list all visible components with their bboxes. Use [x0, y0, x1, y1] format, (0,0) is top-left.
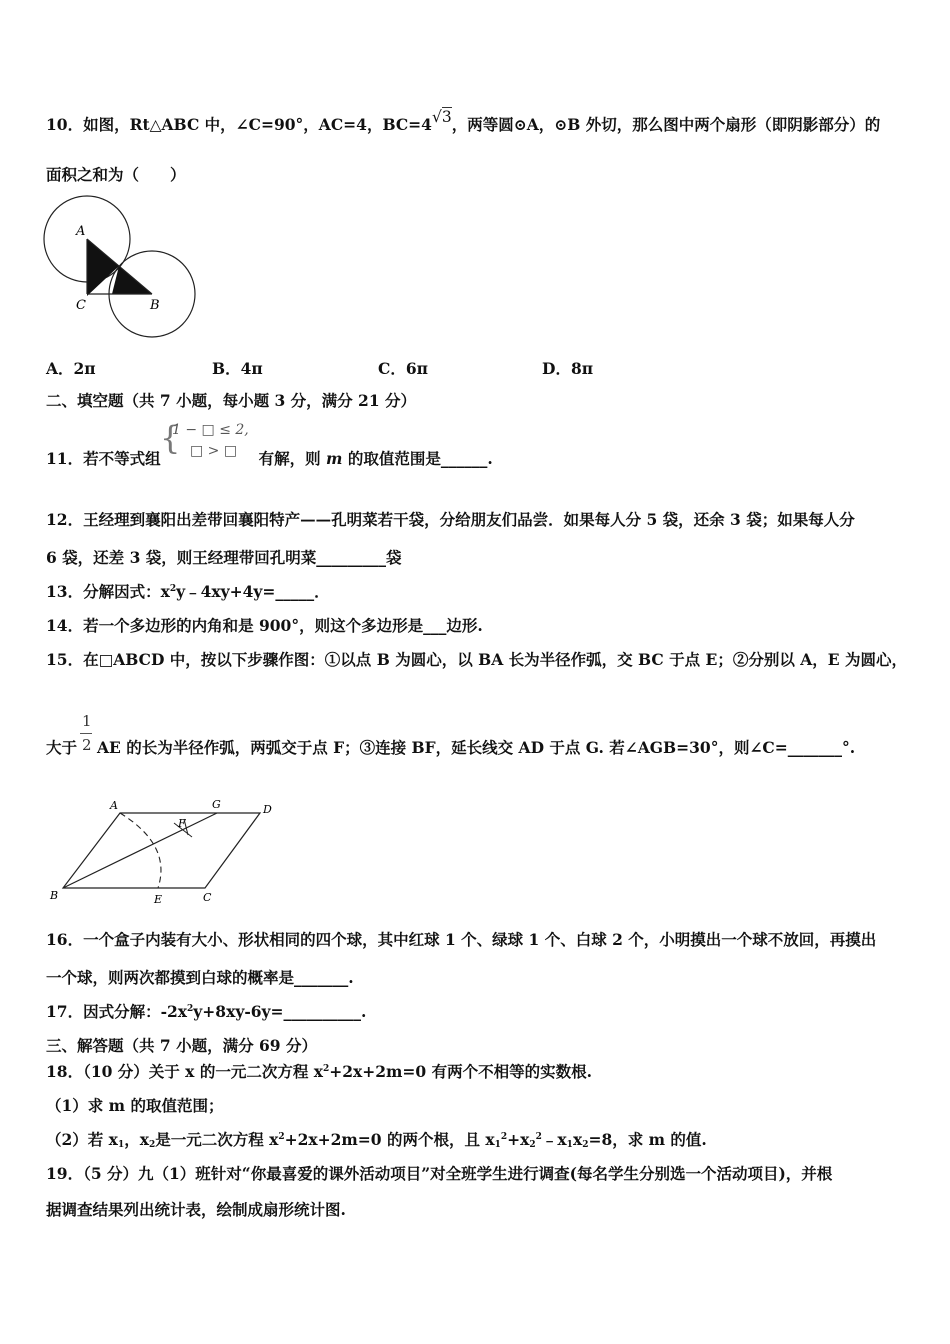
- q11-brace: {: [160, 419, 181, 457]
- q17-line: 17．因式分解：$-2x^2y+8xy-6y=\_\_\_\_\_\_\_\_\_\_$.: [46, 1002, 367, 1021]
- label-f: F: [178, 817, 186, 830]
- q10-figure: [40, 195, 200, 340]
- q16-line1: 16．一个盒子内装有大小、形状相同的四个球，其中红球 1 个、绿球 1 个、白球 2 个，小明摸出一个球不放回，再摸出: [46, 930, 877, 949]
- q18-part2: （2）若 $x_1$，$x_2$是一元二次方程 $x^2+2x+2m=0$ 的两个根，且 $x_1^2+x_2^2﹣x_1x_2=8$，求 m 的值.: [46, 1130, 707, 1150]
- label-b: B: [50, 889, 59, 902]
- q10-line1: [46, 108, 881, 135]
- label-c: C: [203, 891, 212, 904]
- label-a: A: [110, 799, 118, 812]
- q10-line2: 面积之和为（ ）: [46, 165, 186, 184]
- q18-part1: （1）求 m 的取值范围；: [46, 1096, 224, 1115]
- q11-system-line1: 1 − □ ≤ 2,: [172, 422, 249, 438]
- q10-text-a: 10．如图，Rt△ABC 中，∠C=90°，AC=4，BC=4: [46, 115, 432, 134]
- q15-frac-num: 1: [82, 712, 92, 730]
- q15-line1: 15．在□ABCD 中，按以下步骤作图：①以点 B 为圆心，以 BA 长为半径作弧，交 BC 于点 E；②分别以 A，E 为圆心，: [46, 650, 907, 669]
- sqrt-sign: √3: [431, 108, 452, 126]
- q15-figure: [42, 795, 282, 910]
- label-b: B: [150, 298, 160, 313]
- q10-option-d[interactable]: D．8π: [542, 359, 594, 378]
- q10-option-c[interactable]: C．6π: [378, 359, 428, 378]
- sector-b-shaded: [112, 266, 152, 294]
- parallelogram-abcd: [63, 813, 260, 888]
- label-c: C: [76, 298, 86, 313]
- q12-line1: 12．王经理到襄阳出差带回襄阳特产——孔明菜若干袋，分给朋友们品尝．如果每人分 5 袋，还余 3 袋；如果每人分: [46, 510, 855, 529]
- q11-system-line2: □ > □: [190, 443, 238, 459]
- label-a: A: [76, 224, 86, 239]
- line-bg: [63, 813, 217, 888]
- q19-line1: 19．（5 分）九（1）班针对“你最喜爱的课外活动项目”对全班学生进行调查(每名学生分别选一个活动项目)，并根: [46, 1164, 833, 1183]
- q15-frac-bar: [80, 733, 92, 734]
- q15-line2: 大于 AE 的长为半径作弧，两弧交于点 F；③连接 BF，延长线交 AD 于点 G. 若∠AGB=30°，则∠C=_______°.: [46, 738, 856, 757]
- label-d: D: [263, 803, 272, 816]
- q16-line2: 一个球，则两次都摸到白球的概率是_______.: [46, 968, 354, 987]
- q19-line2: 据调查结果列出统计表，绘制成扇形统计图.: [46, 1200, 346, 1219]
- q14-line: 14．若一个多边形的内角和是 900°，则这个多边形是___边形.: [46, 616, 483, 635]
- q11-line: 11．若不等式组 有解，则 m 的取值范围是______.: [46, 449, 493, 468]
- q13-line: 13．分解因式：$x^2y﹣4xy+4y=\_\_\_\_\_$．: [46, 582, 330, 601]
- q10-text-b: ，两等圆⊙A，⊙B 外切，那么图中两个扇形（即阴影部分）的: [451, 115, 881, 134]
- q12-line2: 6 袋，还差 3 袋，则王经理带回孔明菜_________袋: [46, 548, 402, 567]
- q18-line1: 18．（10 分）关于 x 的一元二次方程 $x^2+2x+2m=0$ 有两个不相等的实数根.: [46, 1062, 592, 1081]
- label-g: G: [212, 798, 221, 811]
- section3-heading: 三、解答题（共 7 小题，满分 69 分）: [46, 1036, 317, 1055]
- label-e: E: [154, 893, 163, 906]
- section2-heading: 二、填空题（共 7 小题，每小题 3 分，满分 21 分）: [46, 391, 417, 410]
- q10-option-b[interactable]: B．4π: [212, 359, 263, 378]
- q15-frac-den: 2: [82, 736, 92, 754]
- q10-option-a[interactable]: A．2π: [46, 359, 96, 378]
